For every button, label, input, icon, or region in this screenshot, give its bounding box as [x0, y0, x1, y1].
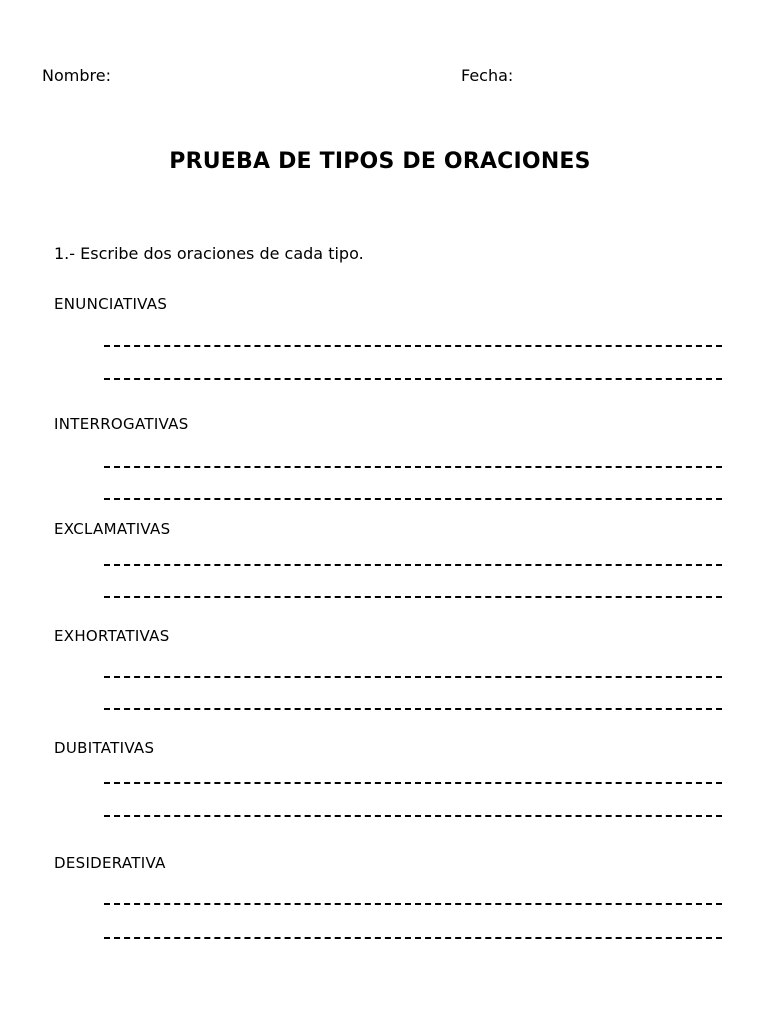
answer-line[interactable] — [104, 498, 722, 500]
answer-line[interactable] — [104, 345, 722, 347]
answer-line[interactable] — [104, 564, 722, 566]
name-label: Nombre: — [42, 66, 111, 85]
section-label-enunciativas: ENUNCIATIVAS — [54, 295, 168, 313]
answer-line[interactable] — [104, 903, 722, 905]
answer-line[interactable] — [104, 708, 722, 710]
section-label-exhortativas: EXHORTATIVAS — [54, 627, 170, 645]
section-label-desiderativa: DESIDERATIVA — [54, 854, 166, 872]
instruction-text: 1.- Escribe dos oraciones de cada tipo. — [54, 244, 364, 263]
answer-line[interactable] — [104, 782, 722, 784]
section-label-exclamativas: EXCLAMATIVAS — [54, 520, 171, 538]
date-label: Fecha: — [461, 66, 514, 85]
section-label-interrogativas: INTERROGATIVAS — [54, 415, 189, 433]
answer-line[interactable] — [104, 466, 722, 468]
answer-line[interactable] — [104, 378, 722, 380]
page-title: PRUEBA DE TIPOS DE ORACIONES — [169, 149, 591, 174]
section-label-dubitativas: DUBITATIVAS — [54, 739, 155, 757]
answer-line[interactable] — [104, 815, 722, 817]
answer-line[interactable] — [104, 676, 722, 678]
answer-line[interactable] — [104, 596, 722, 598]
answer-line[interactable] — [104, 937, 722, 939]
